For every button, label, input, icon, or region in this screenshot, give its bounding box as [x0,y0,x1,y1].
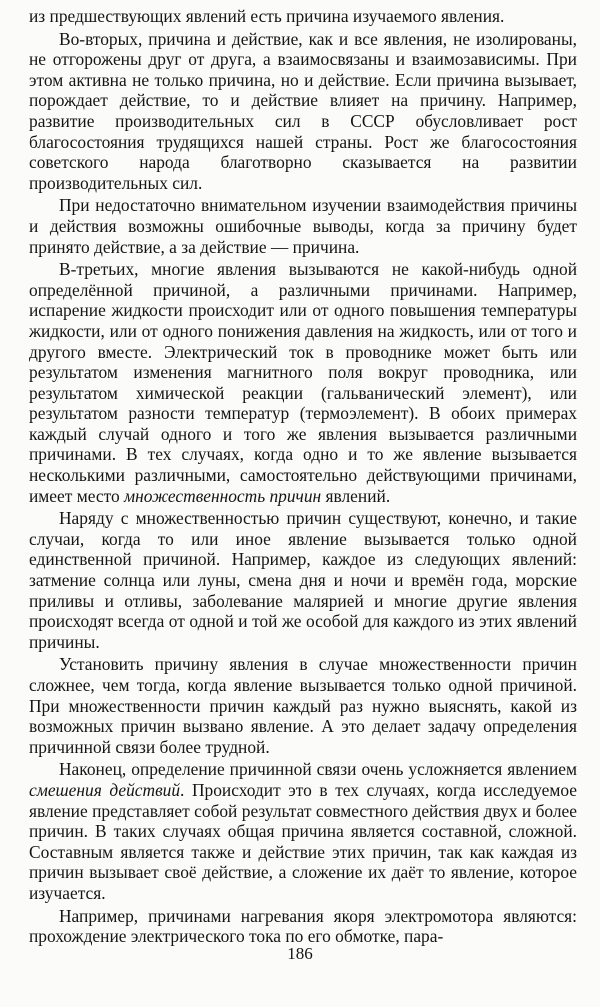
paragraph-difficulty [29,654,577,757]
paragraph-errors [29,195,577,257]
paragraph-interaction [29,29,577,194]
term-mixing-of-effects: смешения действий [29,779,181,800]
paragraph-plurality [29,259,577,506]
text-run: из предшествующих явлений есть причина изучаемого явления. [29,6,505,26]
text-run: Наконец, определение причинной связи очень усложняется явлением [59,759,577,780]
paragraph-single-cause [29,508,577,652]
term-plurality-of-causes: множественность причин [124,485,322,506]
text-run: При недостаточно внимательном изучении взаимодействия причины и действия возможны ошибочные выводы, когда за причину будет принято действие, а за действие — причина. [29,195,577,257]
text-run: Например, причинами нагревания якоря электромотора являются: прохождение электрического тока по его обмотке, пара- [29,905,577,947]
paragraph-continued [29,6,577,27]
body-text [29,4,577,947]
page-number: 186 [287,944,313,963]
text-run: Установить причину явления в случае множественности причин сложнее, чем тогда, когда явление вызывается только одной причиной. При множественности причин каждый раз нужно выяснять, какой из возможных причин вызвано явление. А это делает задачу определения причинной связи более трудной. [29,654,577,757]
text-run: Наряду с множественностью причин существуют, конечно, и такие случаи, когда то или иное явление вызывается только одной единственной причиной. Например, каждое из следующих явлений: затмение солнца или луны, смена дня и ночи и времён года, морские приливы и отливы, заболевание малярией и многие другие явления происходят всегда от одной и той же особой для каждого из этих явлений причины. [29,508,577,652]
text-run: явлений. [321,485,391,506]
text-run: Во-вторых, причина и действие, как и все явления, не изолированы, не отгорожены друг от друга, а взаимосвязаны и взаимозависимы. При этом активна не только причина, но и действие. Если причина вызывает, порождает действие, то и действие влияет на причину. Например, развитие производительных сил в СССР обусловливает рост благосостояния трудящихся нашей страны. Рост же благосостояния советского народа благотворно сказывается на развитии производительных сил. [29,28,577,193]
text-run: . Происходит это в тех случаях, когда исследуемое явление представляет собой результат совместного действия двух и более причин. В таких случаях общая причина является составной, сложной. Составным является также и действие этих причин, так как каждая из причин вызывает своё действие, а сложение их даёт то явление, которое изучается. [29,779,578,903]
paragraph-example [29,906,577,947]
paragraph-mixing [29,759,577,903]
text-run: В-третьих, многие явления вызываются не какой-нибудь одной определённой причиной, а различными причинами. Например, испарение жидкости происходит или от одного повышения температуры жидкости, или от одного понижения давления на жидкость, или от того и другого вместе. Электрический ток в проводнике может быть или результатом изменения магнитного поля вокруг проводника, или результатом химической реакции (гальванический элемент), или результатом разности температур (термоэлемент). В обоих примерах каждый случай одного и того же явления вызывается различными причинами. В тех случаях, когда одно и то же явление вызывается несколькими различными, самостоятельно действующими причинами, имеет место [29,259,577,506]
